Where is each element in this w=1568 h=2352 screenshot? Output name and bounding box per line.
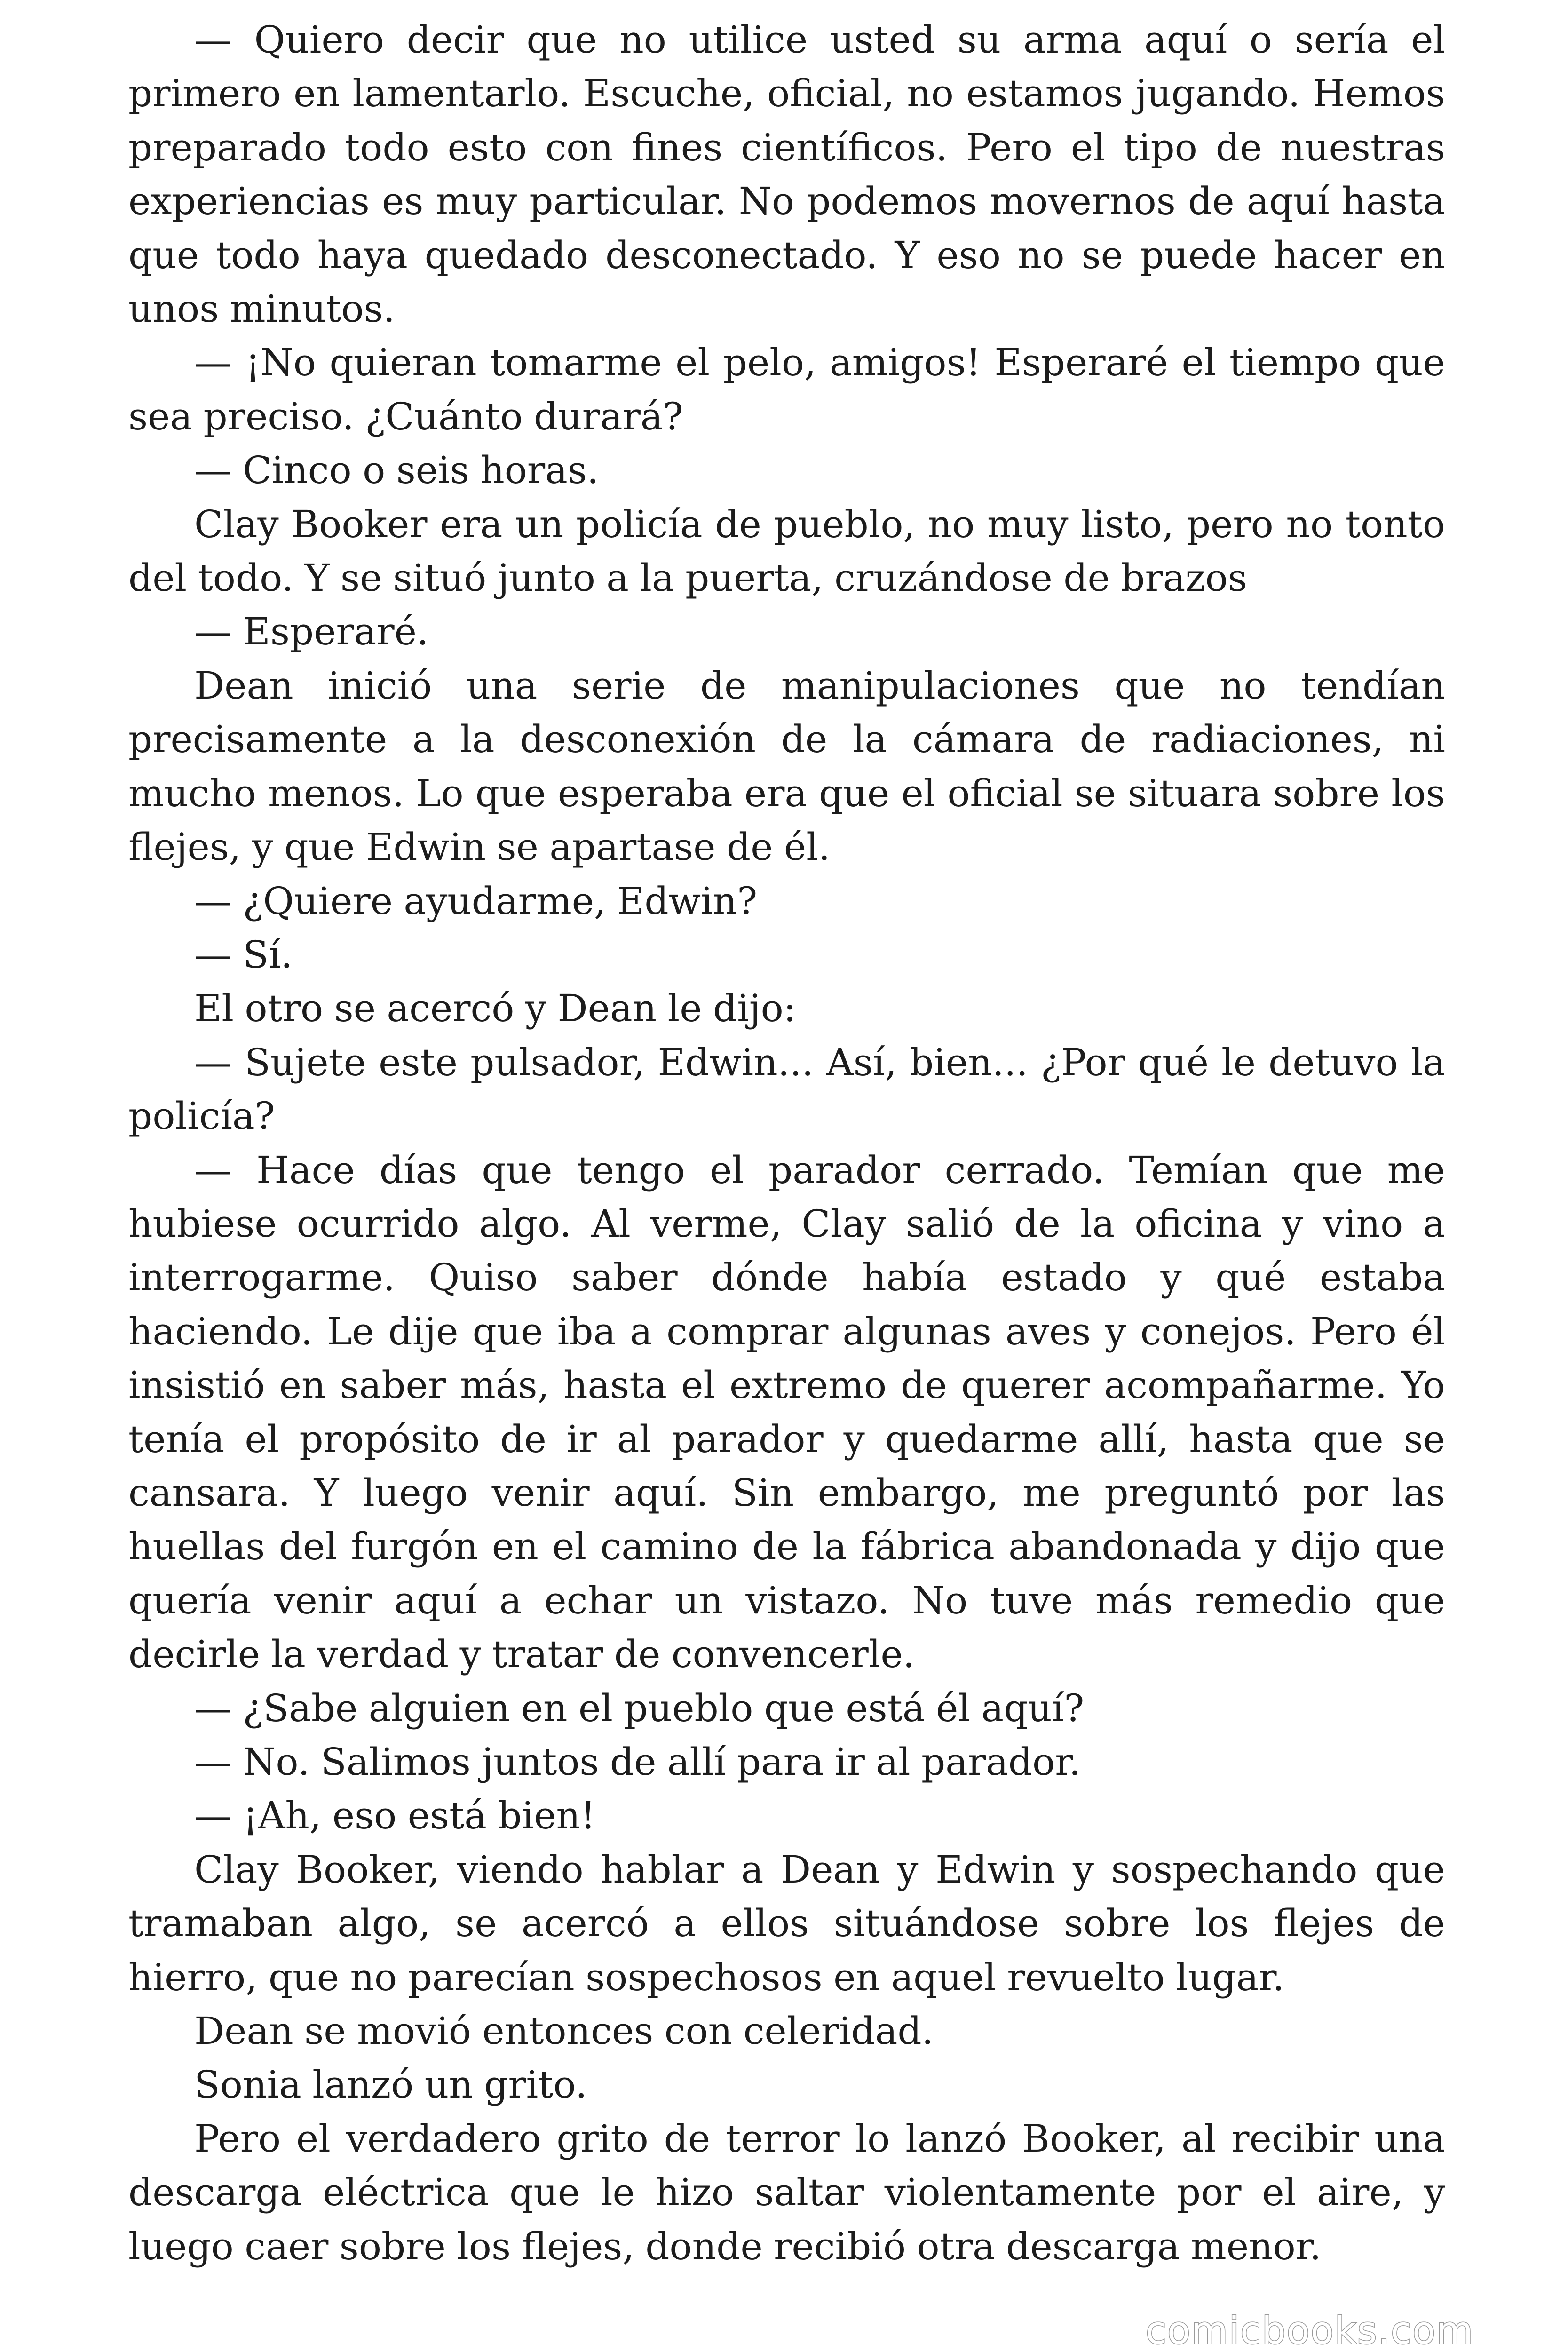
paragraph: — Hace días que tengo el parador cerrado. Temían que me hubiese ocurrido algo. Al verme, Clay salió de la oficina y vino a interrogarme. Quiso saber dónde había estado y qué estaba haciendo. Le dije que iba a comprar algunas aves y conejos. Pero él insistió en saber más, hasta el extremo de querer acompañarme. Yo tenía el propósito de ir al parador y quedarme allí, hasta que se cansara. Y luego venir aquí. Sin embargo, me preguntó por las huellas del furgón en el camino de la fábrica abandonada y dijo que quería venir aquí a echar un vistazo. No tuve más remedio que decirle la verdad y tratar de convencerle.	[128, 1148, 1445, 1677]
paragraph: — Cinco o seis horas.	[194, 448, 599, 493]
paragraph: Sonia lanzó un grito.	[194, 2063, 587, 2107]
page-body	[128, 13, 1445, 2304]
paragraph: Pero el verdadero grito de terror lo lanzó Booker, al recibir una descarga eléctrica que le hizo saltar violentamente por el aire, y luego caer sobre los flejes, donde recibió otra descarga menor.	[128, 2116, 1445, 2268]
paragraph: — ¿Quiere ayudarme, Edwin?	[194, 879, 758, 923]
paragraph: — ¿Sabe alguien en el pueblo que está él aquí?	[194, 1686, 1085, 1730]
paragraph: — Esperaré.	[194, 610, 429, 654]
paragraph: El otro se acercó y Dean le dijo:	[194, 986, 796, 1031]
paragraph: — Quiero decir que no utilice usted su arma aquí o sería el primero en lamentarlo. Escuche, oficial, no estamos jugando. Hemos preparado todo esto con fines científicos. Pero el tipo de nuestras experiencias es muy particular. No podemos movernos de aquí hasta que todo haya quedado desconectado. Y eso no se puede hacer en unos minutos.	[128, 18, 1445, 331]
paragraph: Dean se movió entonces con celeridad.	[194, 2009, 934, 2053]
paragraph: — Sí.	[194, 932, 293, 977]
paragraph: — ¡Ah, eso está bien!	[194, 1794, 596, 1838]
paragraph: — No. Salimos juntos de allí para ir al parador.	[194, 1740, 1081, 1784]
paragraph: Dean inició una serie de manipulaciones que no tendían precisamente a la desconexión de la cámara de radiaciones, ni mucho menos. Lo que esperaba era que el oficial se situara sobre los flejes, y que Edwin se apartase de él.	[128, 663, 1445, 869]
paragraph: Clay Booker era un policía de pueblo, no muy listo, pero no tonto del todo. Y se situó junto a la puerta, cruzándose de brazos	[128, 502, 1445, 600]
paragraph: — ¡No quieran tomarme el pelo, amigos! Esperaré el tiempo que sea preciso. ¿Cuánto durará?	[128, 341, 1445, 438]
paragraph: Clay Booker, viendo hablar a Dean y Edwin y sospechando que tramaban algo, se acercó a ellos situándose sobre los flejes de hierro, que no parecían sospechosos en aquel revuelto lugar.	[128, 1847, 1445, 1999]
paragraph: — Sujete este pulsador, Edwin... Así, bien... ¿Por qué le detuvo la policía?	[128, 1040, 1445, 1138]
watermark: comicbooks.com	[1145, 2309, 1474, 2352]
